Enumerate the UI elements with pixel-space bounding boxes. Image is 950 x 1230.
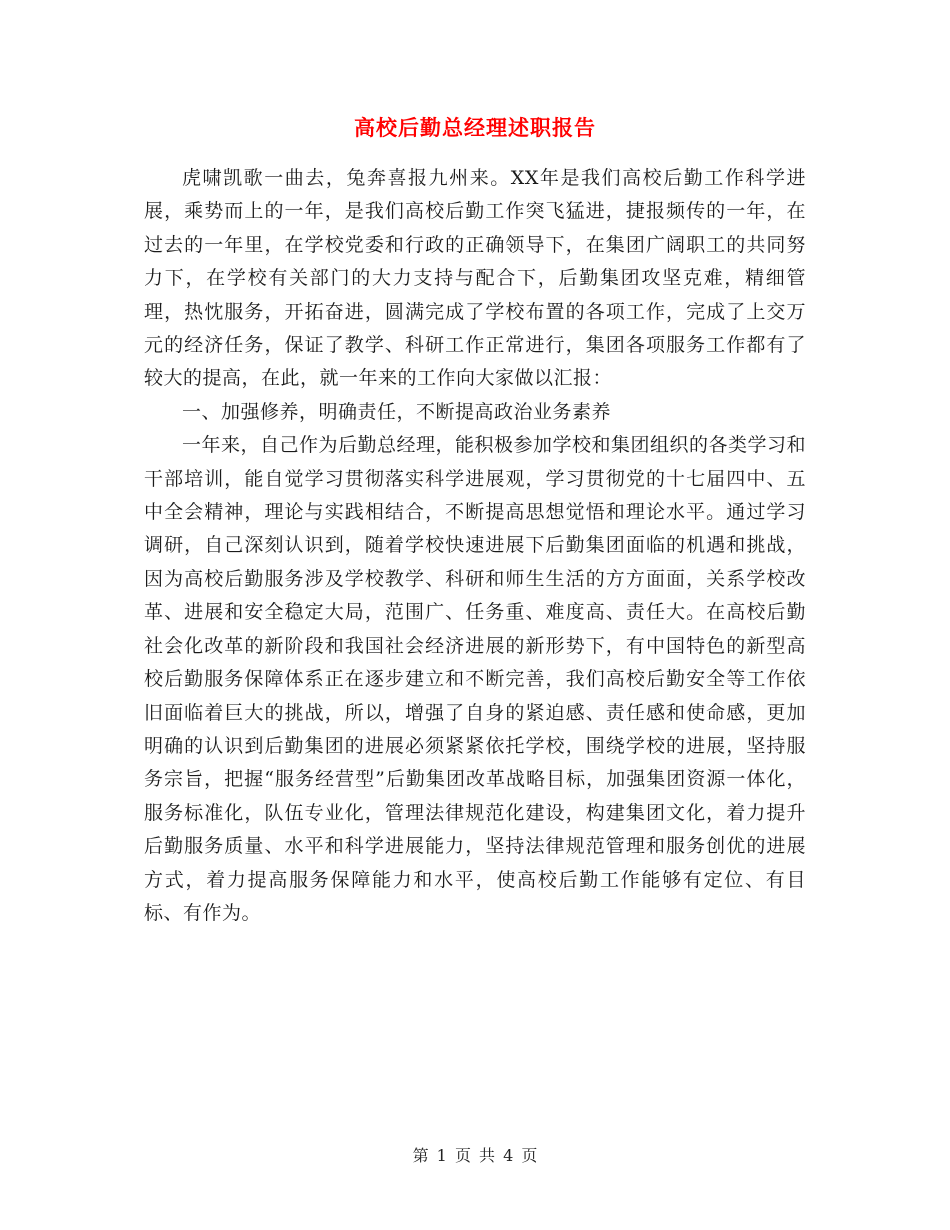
document-title: 高校后勤总经理述职报告 (354, 115, 596, 140)
paragraph-intro: 虎啸凯歌一曲去，兔奔喜报九州来。XX年是我们高校后勤工作科学进展，乘势而上的一年，是我们高校后勤工作突飞猛进，捷报频传的一年，在过去的一年里，在学校党委和行政的正确领导下，在集团广阔职工的共同努力下，在学校有关部门的大力支持与配合下，后勤集团攻坚克难，精细管理，热忱服务，开拓奋进，圆满完成了学校布置的各项工作，完成了上交万元的经济任务，保证了教学、科研工作正常进行，集团各项服务工作都有了较大的提高，在此，就一年来的工作向大家做以汇报： (144, 167, 806, 390)
page-footer: 第 1 页 共 4 页 (412, 1146, 538, 1165)
document-body (144, 162, 806, 930)
section-heading-1: 一、加强修养，明确责任，不断提高政治业务素养 (182, 400, 612, 423)
paragraph-section-1: 一年来，自己作为后勤总经理，能积极参加学校和集团组织的各类学习和干部培训，能自觉学习贯彻落实科学进展观，学习贯彻党的十七届四中、五中全会精神，理论与实践相结合，不断提高思想觉悟和理论水平。通过学习调研，自己深刻认识到，随着学校快速进展下后勤集团面临的机遇和挑战，因为高校后勤服务涉及学校教学、科研和师生生活的方方面面，关系学校改革、进展和安全稳定大局，范围广、任务重、难度高、责任大。在高校后勤社会化改革的新阶段和我国社会经济进展的新形势下，有中国特色的新型高校后勤服务保障体系正在逐步建立和不断完善，我们高校后勤安全等工作依旧面临着巨大的挑战，所以，增强了自身的紧迫感、责任感和使命感，更加明确的认识到后勤集团的进展必须紧紧依托学校，围绕学校的进展，坚持服务宗旨，把握“服务经营型”后勤集团改革战略目标，加强集团资源一体化，服务标准化，队伍专业化，管理法律规范化建设，构建集团文化，着力提升后勤服务质量、水平和科学进展能力，坚持法律规范管理和服务创优的进展方式，着力提高服务保障能力和水平，使高校后勤工作能够有定位、有目标、有作为。 (144, 434, 807, 924)
